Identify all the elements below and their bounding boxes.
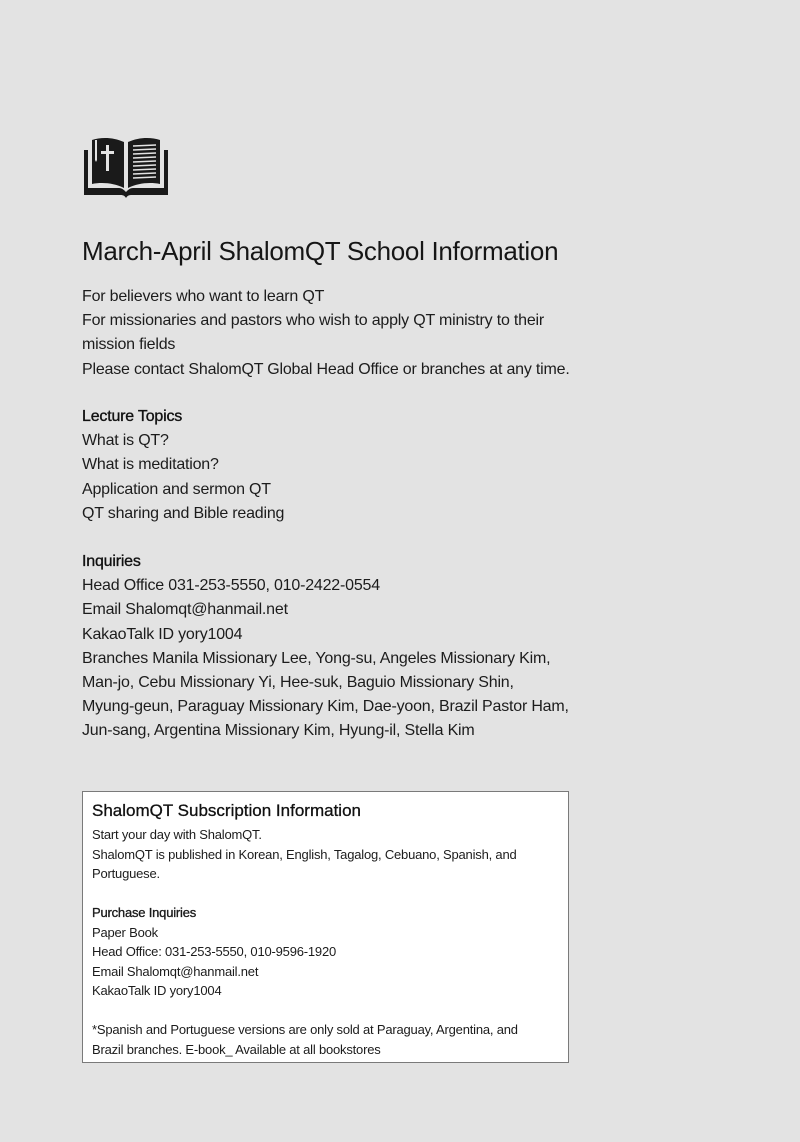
inquiries-section [82, 550, 602, 744]
purchase-line: Paper Book [92, 924, 158, 940]
inquiry-line: Branches Manila Missionary Lee, Yong-su, Angeles Missionary Kim, [82, 649, 551, 667]
inquiry-line: Email Shalomqt@hanmail.net [82, 601, 288, 619]
subscription-intro-line: ShalomQT is published in Korean, English, Tagalog, Cebuano, Spanish, and [92, 846, 517, 862]
intro-line: For missionaries and pastors who wish to apply QT ministry to their [82, 312, 545, 330]
subscription-intro-line: Portuguese. [92, 866, 160, 881]
topic-item: QT sharing and Bible reading [82, 504, 285, 522]
intro-line: For believers who want to learn QT [82, 288, 325, 305]
purchase-line: KakaoTalk ID yory1004 [92, 983, 222, 998]
lecture-topics-heading: Lecture Topics [82, 408, 183, 425]
purchase-inquiries-heading: Purchase Inquiries [92, 905, 197, 920]
purchase-line: Email Shalomqt@hanmail.net [92, 963, 259, 979]
availability-note: *Spanish and Portuguese versions are only sold at Paraguay, Argentina, and [92, 1022, 518, 1037]
subscription-title: ShalomQT Subscription Information [92, 801, 361, 820]
school-intro [82, 285, 602, 382]
topic-item: What is QT? [82, 432, 169, 450]
inquiry-line: Head Office 031-253-5550, 010-2422-0554 [82, 577, 380, 595]
purchase-line: Head Office: 031-253-5550, 010-9596-1920 [92, 944, 337, 959]
inquiry-line: Man-jo, Cebu Missionary Yi, Hee-suk, Baguio Missionary Shin, [82, 674, 514, 692]
availability-note: Brazil branches. E-book_ Available at all bookstores [92, 1041, 381, 1057]
inquiry-line: Myung-geun, Paraguay Missionary Kim, Dae-yoon, Brazil Pastor Ham, [82, 698, 569, 716]
lecture-topics-section [82, 405, 602, 526]
topic-item: What is meditation? [82, 456, 219, 474]
subscription-info-box [82, 791, 569, 1063]
subscription-intro-line: Start your day with ShalomQT. [92, 827, 262, 842]
page-title: March-April ShalomQT School Information [82, 236, 559, 266]
intro-line: Please contact ShalomQT Global Head Office or branches at any time. [82, 360, 570, 378]
open-bible-icon [83, 136, 169, 198]
intro-line: mission fields [82, 336, 176, 354]
inquiries-heading: Inquiries [82, 553, 141, 570]
topic-item: Application and sermon QT [82, 480, 271, 498]
inquiry-line: KakaoTalk ID yory1004 [82, 625, 243, 643]
inquiry-line: Jun-sang, Argentina Missionary Kim, Hyung-il, Stella Kim [82, 722, 475, 740]
